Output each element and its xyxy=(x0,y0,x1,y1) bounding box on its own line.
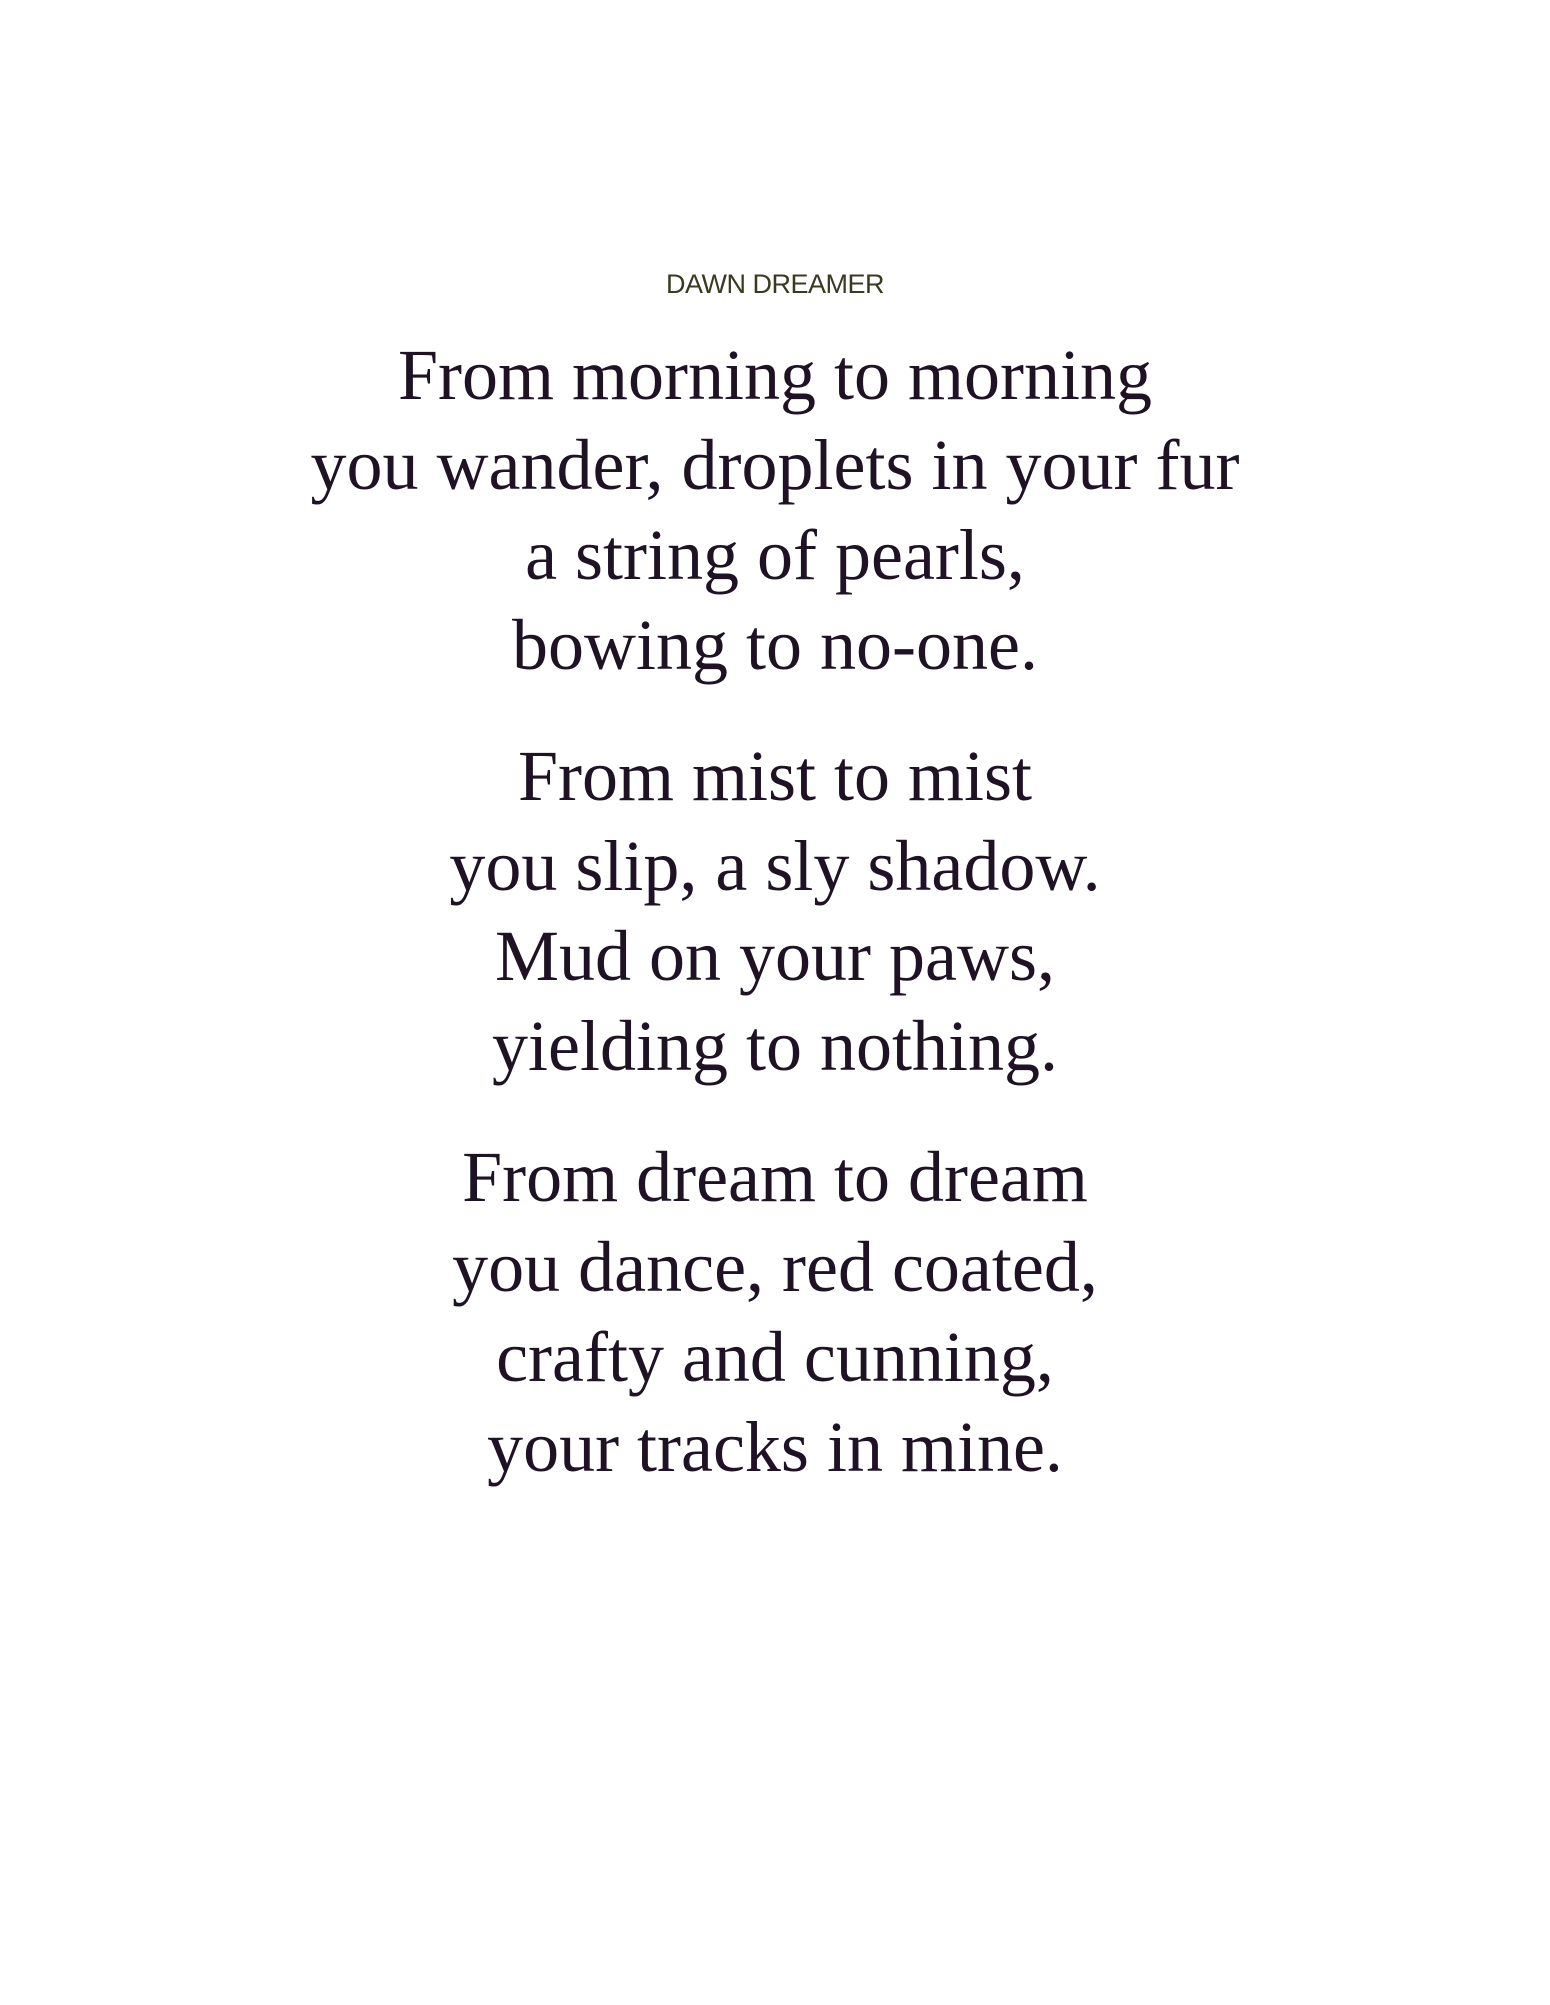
poem-title: DAWN DREAMER xyxy=(665,269,884,299)
stanza-1 xyxy=(0,330,1550,690)
poem-body xyxy=(0,330,1550,1492)
stanza-2 xyxy=(0,731,1550,1091)
poem-line: From mist to mist xyxy=(517,736,1033,816)
poem-line: From morning to morning xyxy=(398,335,1152,415)
poem-line: a string of pearls, xyxy=(525,515,1025,595)
poem-line: yielding to nothing. xyxy=(492,1006,1058,1086)
poem-line: your tracks in mine. xyxy=(487,1407,1063,1487)
stanza-3 xyxy=(0,1132,1550,1492)
poem-line: you dance, red coated, xyxy=(452,1227,1098,1307)
poem-line: From dream to dream xyxy=(462,1137,1088,1217)
poem-line: Mud on your paws, xyxy=(495,916,1055,996)
poem-line: you wander, droplets in your fur xyxy=(310,425,1240,505)
poem-line: you slip, a sly shadow. xyxy=(449,826,1101,906)
poem-line: crafty and cunning, xyxy=(496,1317,1054,1397)
poem-line: bowing to no-one. xyxy=(512,605,1038,685)
